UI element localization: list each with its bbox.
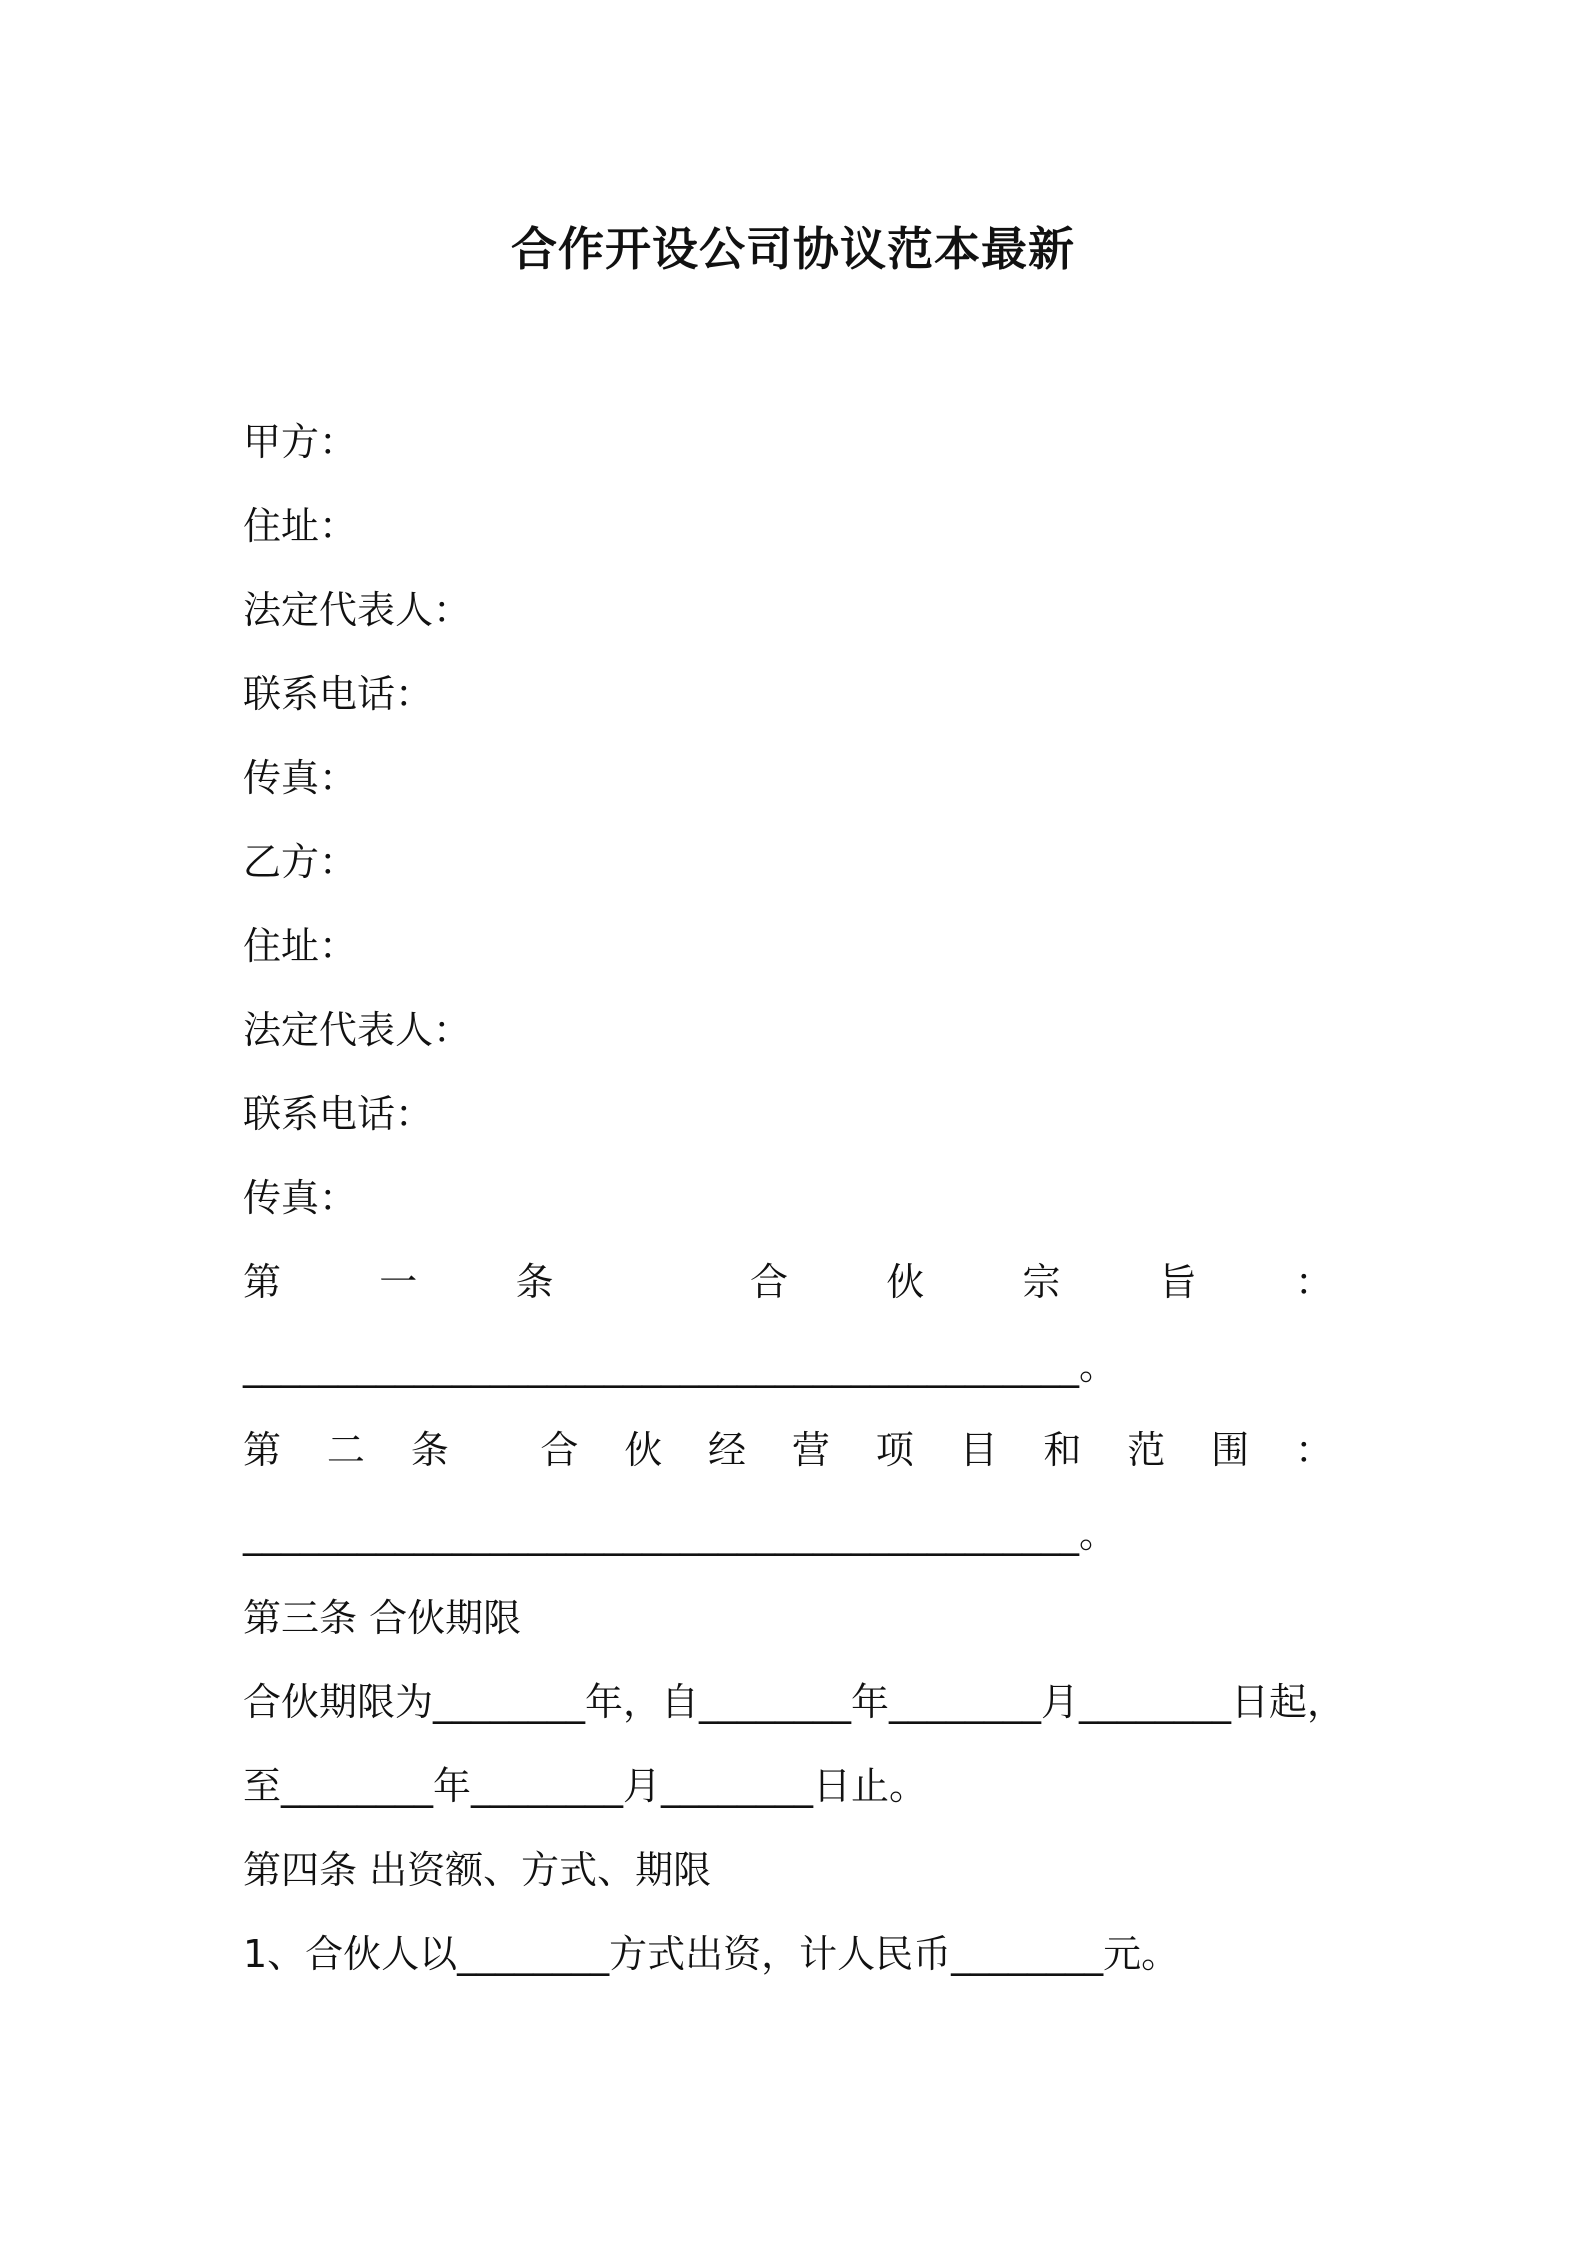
article2-char: 合 bbox=[540, 1428, 579, 1472]
article3-line2: 至________年________月________日止。 bbox=[243, 1764, 928, 1808]
party-a-address-label: 住址： bbox=[243, 504, 358, 548]
article3-line1: 合伙期限为________年，自________年________月________日起， bbox=[243, 1680, 1346, 1724]
article1-blank-line: ____________________________________________。 bbox=[243, 1344, 1118, 1388]
article2-char: 和 bbox=[1043, 1428, 1082, 1472]
article1-char: 伙 bbox=[886, 1260, 925, 1304]
party-a-legal-rep-label: 法定代表人： bbox=[243, 588, 472, 632]
party-b-name-label: 乙方： bbox=[243, 840, 358, 884]
article1-char: 旨 bbox=[1158, 1260, 1197, 1304]
document-title: 合作开设公司协议范本最新 bbox=[511, 222, 1075, 276]
article1-char: 宗 bbox=[1022, 1260, 1061, 1304]
article2-char: 营 bbox=[791, 1428, 830, 1472]
party-a-name-label: 甲方： bbox=[243, 420, 358, 464]
article2-char: 经 bbox=[708, 1428, 747, 1472]
article1-char: ： bbox=[1294, 1260, 1333, 1304]
article2-char: 条 bbox=[410, 1428, 449, 1472]
article4-item1: 1、合伙人以________方式出资，计人民币________元。 bbox=[243, 1932, 1180, 1976]
article3-heading: 第三条 合伙期限 bbox=[243, 1596, 522, 1640]
article2-char: 第 bbox=[243, 1428, 282, 1472]
party-b-address-label: 住址： bbox=[243, 924, 358, 968]
article2-char: 伙 bbox=[624, 1428, 663, 1472]
party-b-phone-label: 联系电话： bbox=[243, 1092, 434, 1136]
article2-char: 范 bbox=[1127, 1428, 1166, 1472]
article2-char: 目 bbox=[959, 1428, 998, 1472]
article1-char: 第 bbox=[243, 1260, 282, 1304]
article1-char: 条 bbox=[515, 1260, 554, 1304]
party-a-fax-label: 传真： bbox=[243, 756, 358, 800]
party-b-fax-label: 传真： bbox=[243, 1176, 358, 1220]
article1-char: 合 bbox=[749, 1260, 788, 1304]
article2-char: 围 bbox=[1211, 1428, 1250, 1472]
article1-char: 一 bbox=[379, 1260, 418, 1304]
article4-heading: 第四条 出资额、方式、期限 bbox=[243, 1848, 712, 1892]
article2-char: 项 bbox=[875, 1428, 914, 1472]
party-b-legal-rep-label: 法定代表人： bbox=[243, 1008, 472, 1052]
article2-char: 二 bbox=[326, 1428, 365, 1472]
article2-char: ： bbox=[1294, 1428, 1333, 1472]
party-a-phone-label: 联系电话： bbox=[243, 672, 434, 716]
article1-heading bbox=[243, 1240, 1333, 1324]
document-body bbox=[243, 400, 1393, 1996]
article2-blank-line: ____________________________________________。 bbox=[243, 1512, 1118, 1556]
article2-heading bbox=[243, 1408, 1333, 1492]
